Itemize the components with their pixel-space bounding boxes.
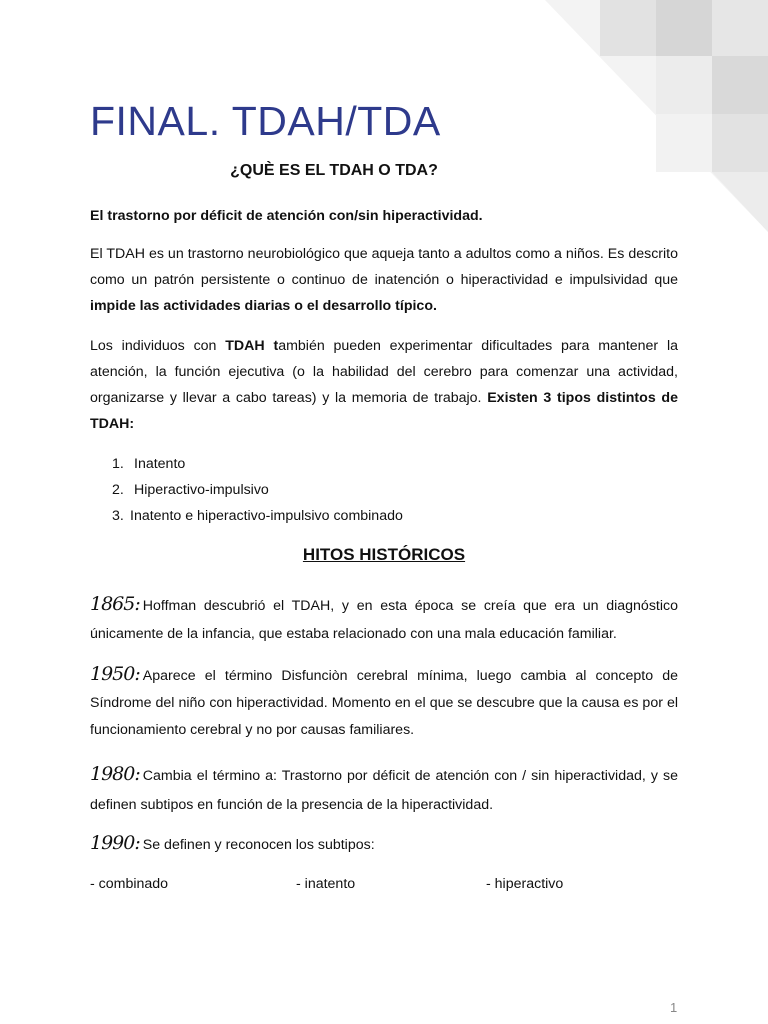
- tdah-types-list: [90, 451, 403, 529]
- paragraph-tdah-individuals: [90, 333, 678, 437]
- paragraph2-middle: ambién pueden experimentar dificultades para mantener la atención, la función ejecutiva (o la habilidad del cerebro para comenzar una actividad, organizarse y llevar a cabo tareas) y la memoria de trabajo.: [90, 338, 679, 406]
- milestone-text: Cambia el término a: Trastorno por déficit de atención con / sin hiperactividad, y se definen subtipos en función de la presencia de la hiperactividad.: [90, 768, 678, 813]
- paragraph-tdah-description: [90, 241, 678, 319]
- paragraph2-bold-types: Existen 3 tipos distintos de TDAH:: [90, 390, 678, 432]
- subtype-inatento: - inatento: [296, 876, 356, 892]
- milestone-1950: [90, 661, 678, 744]
- milestone-year: 1980:: [90, 763, 140, 785]
- section-subtitle: ¿QUÈ ES EL TDAH O TDA?: [230, 162, 438, 179]
- milestone-1990: [90, 830, 678, 858]
- milestone-year: 1990:: [90, 832, 140, 854]
- list-item: 2. Hiperactivo-impulsivo: [112, 482, 269, 498]
- subtype-combinado: - combinado: [90, 876, 169, 892]
- milestone-year: 1865:: [90, 593, 140, 615]
- milestone-1980: [90, 760, 678, 820]
- document-title: FINAL. TDAH/TDA: [90, 98, 441, 144]
- page-number: 1: [670, 1000, 678, 1015]
- paragraph1-text: El TDAH es un trastorno neurobiológico que aqueja tanto a adultos como a niños. Es descrito como un patrón persistente o continuo de inatención o hiperactividad e impulsividad que: [90, 246, 678, 288]
- historical-milestones-heading: HITOS HISTÓRICOS: [302, 545, 466, 564]
- milestone-text: Hoffman descubrió el TDAH, y en esta época se creía que era un diagnóstico únicamente de la infancia, que estaba relacionado con una mala educación familiar.: [90, 598, 678, 642]
- paragraph2-bold-tdah: TDAH t: [225, 338, 279, 354]
- milestone-text: Aparece el término Disfunciòn cerebral mínima, luego cambia al concepto de Síndrome del niño con hiperactividad. Momento en el que se descubre que la causa es por el funcionamiento cerebral y no por causas familiares.: [90, 668, 678, 738]
- paragraph1-bold: impide las actividades diarias o el desarrollo típico.: [90, 298, 437, 314]
- list-item: 3. Inatento e hiperactivo-impulsivo combinado: [112, 508, 403, 524]
- milestone-1865: [90, 590, 678, 648]
- subtype-hiperactivo: - hiperactivo: [486, 876, 564, 892]
- paragraph2-prefix: Los individuos con: [90, 338, 226, 354]
- list-item: 1. Inatento: [112, 456, 186, 472]
- milestone-text: Se definen y reconocen los subtipos:: [142, 837, 375, 853]
- definition-text: El trastorno por déficit de atención con/sin hiperactividad.: [90, 208, 483, 224]
- milestone-year: 1950:: [90, 663, 140, 685]
